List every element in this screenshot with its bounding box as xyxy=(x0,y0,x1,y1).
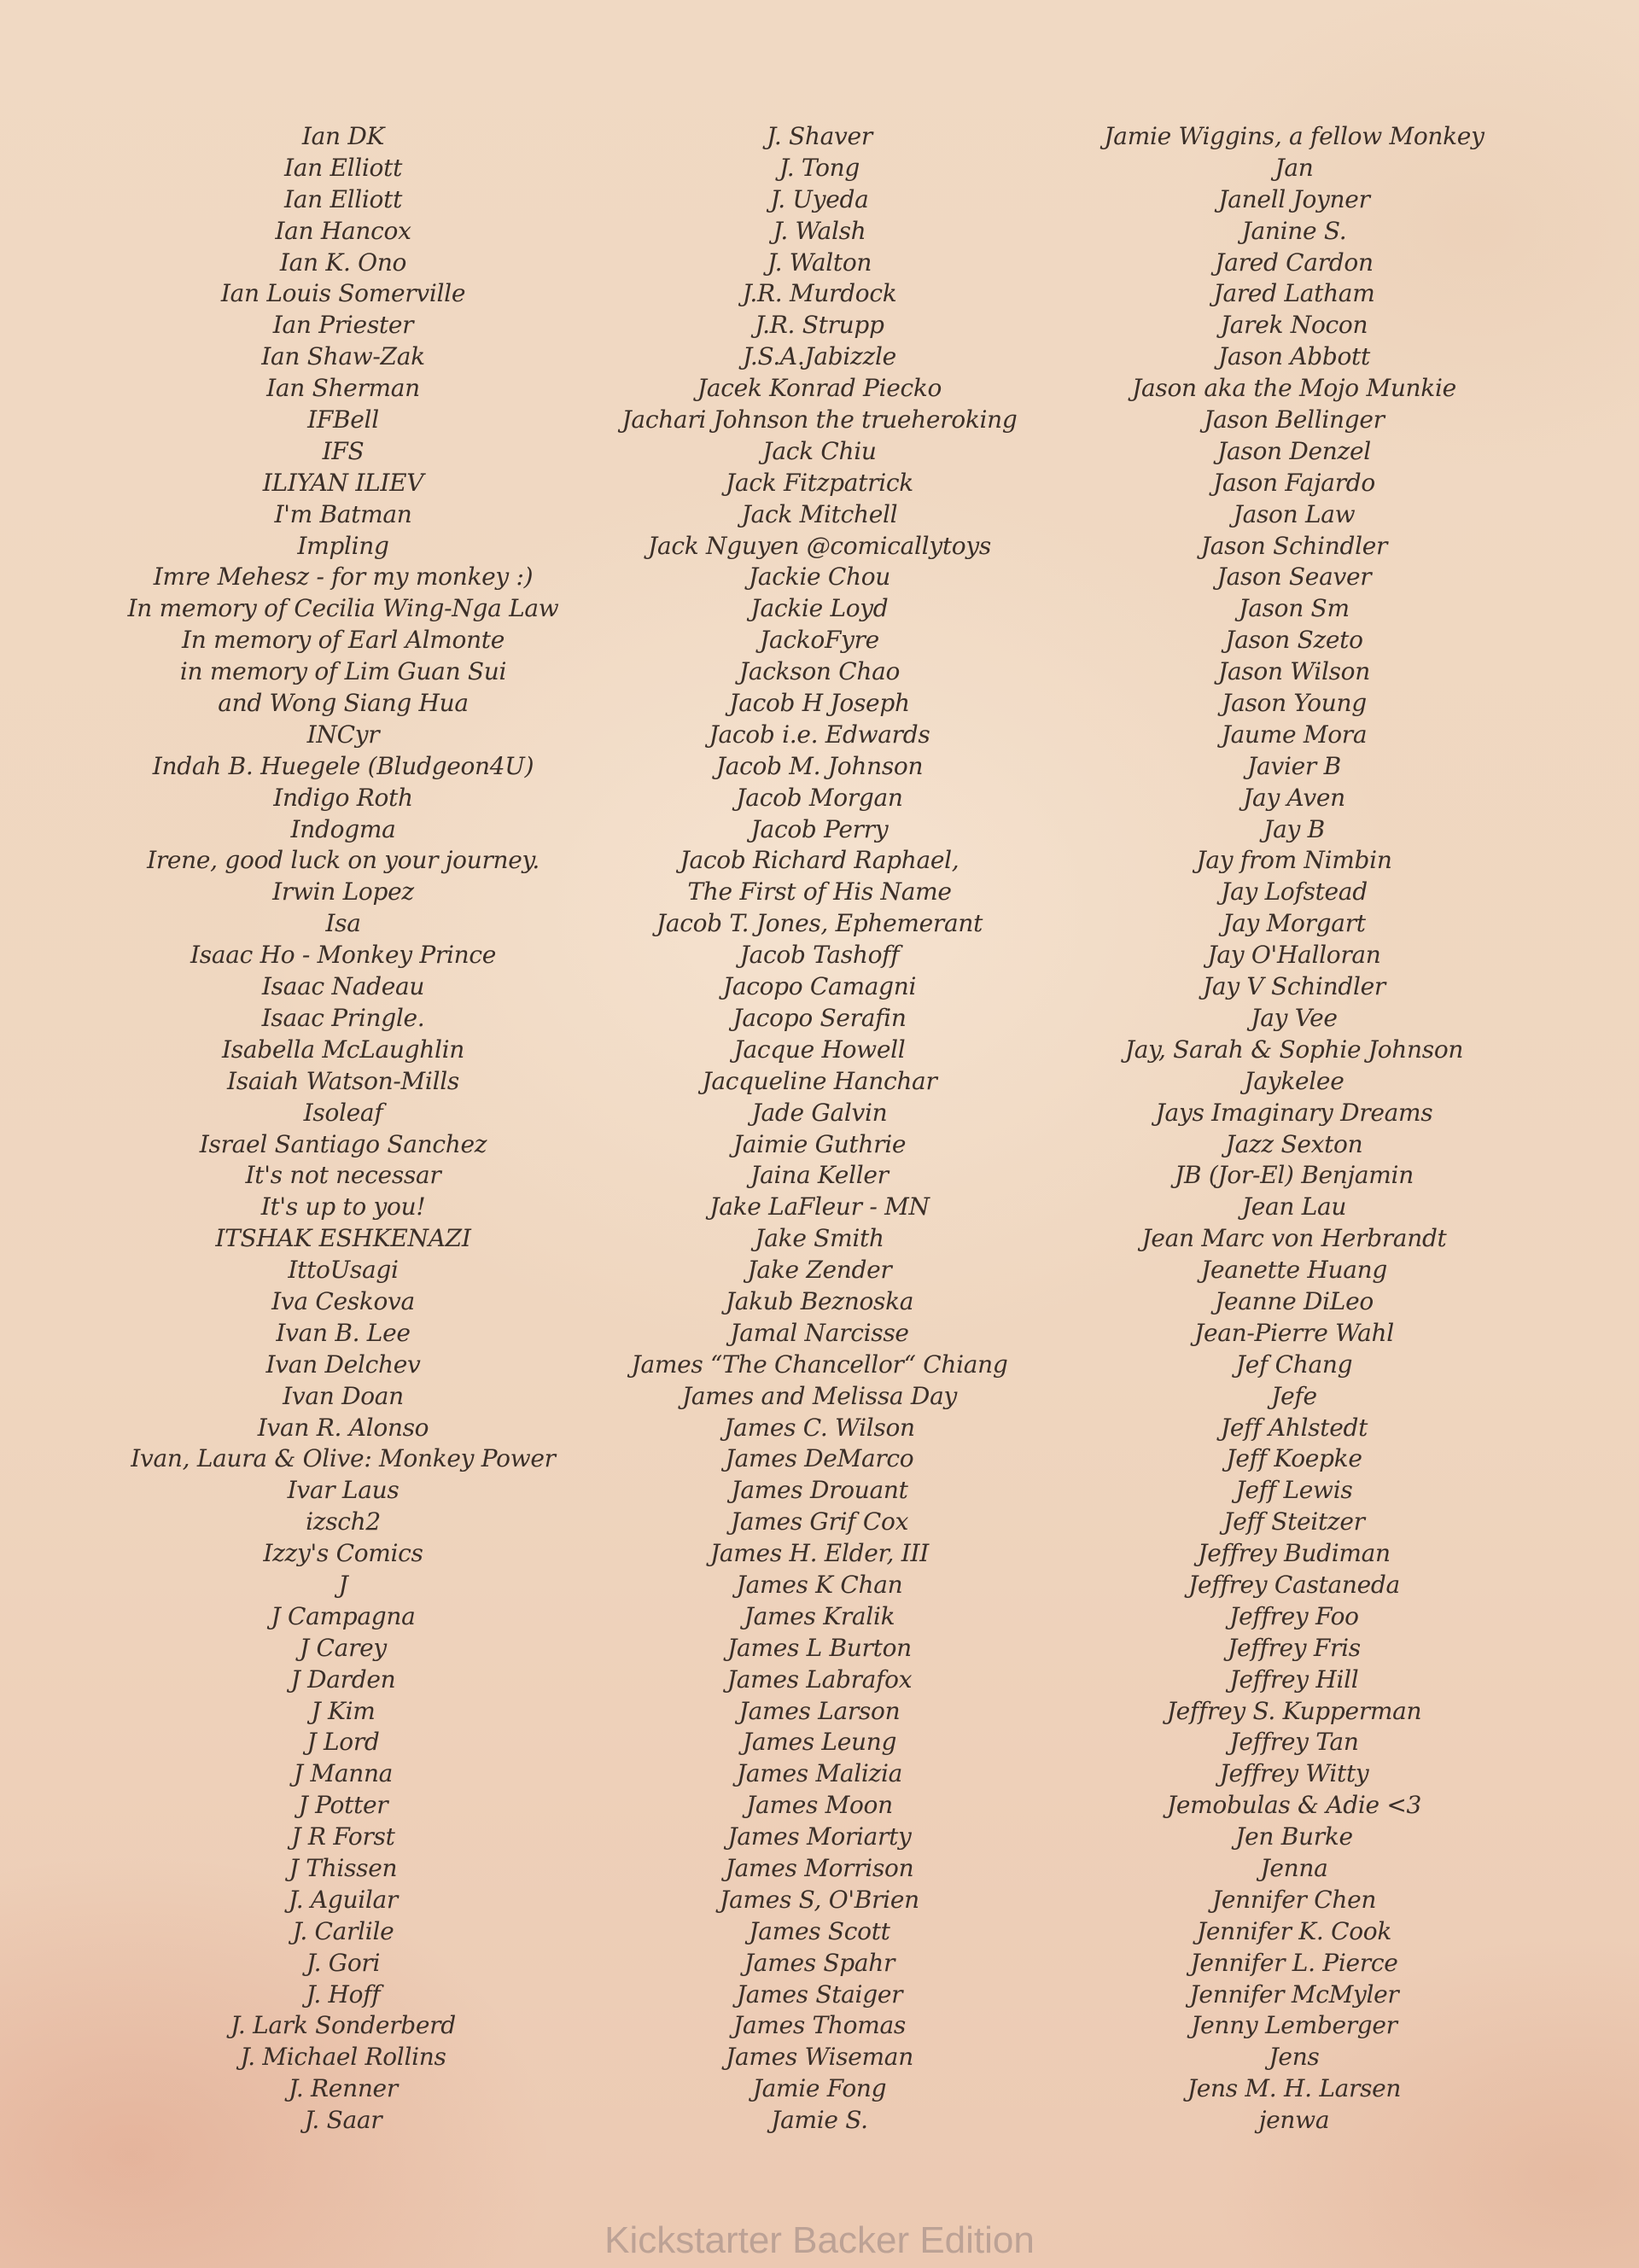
backer-name: Jason Abbott xyxy=(1218,342,1370,371)
backer-name: jenwa xyxy=(1258,2106,1330,2135)
backer-name: Izzy's Comics xyxy=(263,1539,423,1568)
backer-name: Ian K. Ono xyxy=(279,248,407,277)
backer-name: James S, O'Brien xyxy=(720,1885,919,1914)
backer-name: IttoUsagi xyxy=(288,1256,399,1285)
backer-column-2 xyxy=(555,121,1084,2137)
backer-name: Jason Wilson xyxy=(1218,657,1370,686)
backer-name: James Morrison xyxy=(725,1853,914,1882)
backer-name: Jason Seaver xyxy=(1216,563,1372,592)
backer-name: J Thissen xyxy=(289,1853,398,1882)
backer-name: J. Carlile xyxy=(292,1916,394,1945)
backer-name: Jan xyxy=(1274,153,1314,182)
backer-name: Jake Zender xyxy=(747,1256,892,1285)
backer-name: Jeanne DiLeo xyxy=(1215,1286,1374,1315)
backer-name: Jay B xyxy=(1263,814,1325,843)
backer-name: Jacque Howell xyxy=(733,1035,906,1064)
backer-name: Jennifer McMyler xyxy=(1189,1979,1399,2009)
backer-name: Jean-Pierre Wahl xyxy=(1194,1318,1394,1347)
backer-name: Jamal Narcisse xyxy=(730,1318,909,1347)
backer-name: James H. Elder, III xyxy=(709,1539,929,1568)
backer-name: Ian Shaw-Zak xyxy=(261,342,425,371)
backer-name: J. Hoff xyxy=(306,1979,381,2009)
backer-name: J. Shaver xyxy=(767,122,872,150)
backer-name: J Potter xyxy=(298,1791,388,1820)
backer-name: J R Forst xyxy=(291,1822,395,1851)
backer-name: Jakub Beznoska xyxy=(725,1286,914,1315)
backer-column-3 xyxy=(1029,121,1559,2137)
backer-name: Jacob Richard Raphael, xyxy=(680,846,959,875)
backer-name: J Carey xyxy=(300,1633,387,1662)
backer-name: Jared Cardon xyxy=(1215,248,1374,277)
backer-name: Jeff Lewis xyxy=(1235,1476,1353,1505)
backer-name: Jay, Sarah & Sophie Johnson xyxy=(1124,1035,1464,1064)
backer-name: Jamie S. xyxy=(771,2106,868,2135)
backer-name: ITSHAK ESHKENAZI xyxy=(215,1224,471,1253)
backer-name: Isaac Pringle. xyxy=(261,1003,425,1032)
backer-name: Isabella McLaughlin xyxy=(222,1035,464,1064)
backer-name: Jackie Loyd xyxy=(750,594,889,623)
backer-name: Ian Elliott xyxy=(283,153,403,182)
backer-name: IFBell xyxy=(307,405,379,434)
backer-name: Janine S. xyxy=(1241,216,1347,245)
backer-name: Jacopo Camagni xyxy=(722,972,917,1001)
backer-name: Jennifer L. Pierce xyxy=(1190,1948,1398,1977)
backer-name-columns xyxy=(0,121,1639,2144)
backer-name: Jacqueline Hanchar xyxy=(702,1066,937,1095)
backer-name: Jaykelee xyxy=(1244,1066,1344,1095)
backer-name: Jean Lau xyxy=(1241,1192,1347,1221)
footer-edition-label: Kickstarter Backer Edition xyxy=(604,2219,1035,2261)
backer-name: The First of His Name xyxy=(687,877,952,907)
backer-name: IFS xyxy=(322,436,365,465)
backer-name: Jake Smith xyxy=(755,1224,884,1253)
backer-name: Jacob Tashoff xyxy=(739,941,900,970)
backer-name: Jens xyxy=(1269,2043,1320,2072)
backer-name: In memory of Earl Almonte xyxy=(181,626,505,655)
backer-name: Jeff Koepke xyxy=(1226,1444,1362,1473)
backer-name: Jason Schindler xyxy=(1200,531,1388,560)
backer-name: J. Walton xyxy=(767,248,872,277)
backer-name: Jeffrey Hill xyxy=(1229,1665,1359,1694)
backer-name: Jason Fajardo xyxy=(1213,468,1375,497)
backer-name: J.S.A.Jabizzle xyxy=(743,342,896,371)
backer-name: Ian Priester xyxy=(272,311,414,340)
backer-name: James Scott xyxy=(749,1916,890,1945)
backer-name: J. Tong xyxy=(779,153,860,182)
backer-name: Jacek Konrad Piecko xyxy=(697,374,942,403)
backer-name: Jason aka the Mojo Munkie xyxy=(1132,374,1456,403)
backer-name: Jake LaFleur - MN xyxy=(709,1192,930,1221)
backer-name: J.R. Strupp xyxy=(755,311,884,340)
backer-name: Ivan, Laura & Olive: Monkey Power xyxy=(131,1444,556,1473)
backer-name: James Spahr xyxy=(744,1948,895,1977)
backer-name: Jason Szeto xyxy=(1225,626,1363,655)
backer-name: ILIYAN ILIEV xyxy=(262,468,424,497)
backer-name: Israel Santiago Sanchez xyxy=(199,1129,487,1158)
backer-name: James Drouant xyxy=(731,1476,908,1505)
backer-name: J. Michael Rollins xyxy=(240,2043,446,2072)
backer-name: J. Saar xyxy=(304,2106,382,2135)
backer-name: James L Burton xyxy=(727,1633,912,1662)
backer-name: Jacob i.e. Edwards xyxy=(709,720,930,749)
backer-name: Jemobulas & Adie <3 xyxy=(1166,1791,1422,1820)
backer-name: James Thomas xyxy=(733,2011,906,2040)
backer-name: It's up to you! xyxy=(260,1192,426,1221)
backer-name: Ivan B. Lee xyxy=(276,1318,411,1347)
backer-name: Jay O'Halloran xyxy=(1207,941,1381,970)
backer-name: Indigo Roth xyxy=(273,783,413,812)
backer-column-1 xyxy=(79,121,608,2137)
backer-name: Jen Burke xyxy=(1235,1822,1353,1851)
backer-name: Jay from Nimbin xyxy=(1196,846,1392,875)
backer-name: It's not necessar xyxy=(245,1161,441,1190)
backer-name: James Leung xyxy=(742,1728,897,1757)
backer-name: J Lord xyxy=(306,1728,380,1757)
backer-name: James and Melissa Day xyxy=(681,1381,957,1410)
backer-name: Ivan Doan xyxy=(283,1381,404,1410)
backer-name: Impling xyxy=(297,531,389,560)
backer-name: Jared Latham xyxy=(1213,279,1375,308)
backer-name: Jay Morgart xyxy=(1222,909,1366,938)
backer-name: Jackie Chou xyxy=(748,563,891,592)
backer-name: James Malizia xyxy=(736,1759,903,1788)
backer-name: Jazz Sexton xyxy=(1225,1129,1363,1158)
backer-name: J xyxy=(338,1570,348,1599)
backer-name: Jachari Johnson the trueheroking xyxy=(621,405,1018,434)
backer-name: Iva Ceskova xyxy=(271,1286,415,1315)
backer-name: Isaac Ho - Monkey Prince xyxy=(190,941,497,970)
backer-name: Jay Aven xyxy=(1243,783,1345,812)
backer-name: Jeff Steitzer xyxy=(1223,1507,1365,1536)
backer-name: James Staiger xyxy=(736,1979,903,2009)
backer-name: Jaimie Guthrie xyxy=(732,1129,907,1158)
backer-name: James Grif Cox xyxy=(730,1507,909,1536)
backer-name: James C. Wilson xyxy=(724,1413,915,1442)
backer-name: Jeffrey Tan xyxy=(1229,1728,1359,1757)
backer-name: Jay V Schindler xyxy=(1203,972,1385,1001)
backer-name: Jacob Morgan xyxy=(736,783,903,812)
backer-name: James Wiseman xyxy=(726,2043,913,2072)
backer-name: Jason Sm xyxy=(1239,594,1350,623)
backer-name: Jamie Fong xyxy=(752,2074,887,2103)
backer-name: Jenna xyxy=(1260,1853,1328,1882)
backer-name: J Kim xyxy=(311,1696,376,1725)
backer-name: Jacob Perry xyxy=(750,814,889,843)
backer-name: I'm Batman xyxy=(274,499,412,528)
backer-name: James “The Chancellor“ Chiang xyxy=(631,1350,1008,1379)
backer-name: Jennifer Chen xyxy=(1211,1885,1377,1914)
backer-name: In memory of Cecilia Wing-Nga Law xyxy=(127,594,559,623)
backer-name: Isa xyxy=(325,909,361,938)
backer-name: Indogma xyxy=(290,814,396,843)
backer-name: J. Aguilar xyxy=(288,1885,399,1914)
backer-name: J. Lark Sonderberd xyxy=(230,2011,456,2040)
backer-name: Imre Mehesz - for my monkey :) xyxy=(153,563,534,592)
backer-name: Irene, good luck on your journey. xyxy=(147,846,540,875)
backer-name: Jacopo Serafin xyxy=(732,1003,907,1032)
backer-name: Jeanette Huang xyxy=(1201,1256,1387,1285)
backer-name: Jack Nguyen @comicallytoys xyxy=(648,531,991,560)
backer-name: in memory of Lim Guan Sui xyxy=(179,657,507,686)
backer-name: James Moon xyxy=(746,1791,893,1820)
backer-name: Jacob H Joseph xyxy=(729,689,910,718)
backer-name: Jack Fitzpatrick xyxy=(726,468,913,497)
backer-name: JB (Jor-El) Benjamin xyxy=(1175,1161,1414,1190)
backer-name: Jade Galvin xyxy=(751,1098,888,1127)
backer-name: J. Uyeda xyxy=(770,184,869,213)
backer-name: Ian Hancox xyxy=(275,216,411,245)
backer-name: Jeff Ahlstedt xyxy=(1220,1413,1368,1442)
backer-name: Ian Elliott xyxy=(283,184,403,213)
backer-name: Jean Marc von Herbrandt xyxy=(1141,1224,1447,1253)
backer-name: Jef Chang xyxy=(1235,1350,1353,1379)
backer-name: Ivan R. Alonso xyxy=(257,1413,429,1442)
backer-name: James K Chan xyxy=(736,1570,903,1599)
backer-name: Jarek Nocon xyxy=(1220,311,1368,340)
backer-name: Jacob M. Johnson xyxy=(715,751,924,780)
backer-name: Jay Vee xyxy=(1251,1003,1338,1032)
backer-name: Janell Joyner xyxy=(1218,184,1370,213)
backer-name: Jeffrey Foo xyxy=(1229,1601,1359,1630)
backer-name: J Darden xyxy=(290,1665,396,1694)
backer-name: Irwin Lopez xyxy=(272,877,414,907)
backer-name: Ian DK xyxy=(301,122,385,150)
backer-name: Jamie Wiggins, a fellow Monkey xyxy=(1104,122,1484,150)
backer-name: Indah B. Huegele (Bludgeon4U) xyxy=(152,751,534,780)
backer-name: Jefe xyxy=(1271,1381,1317,1410)
backer-name: Jens M. H. Larsen xyxy=(1187,2074,1402,2103)
backer-name: Jack Chiu xyxy=(762,436,877,465)
backer-name: Jack Mitchell xyxy=(741,499,898,528)
backer-name: Jay Lofstead xyxy=(1221,877,1368,907)
backer-name: Jeffrey Castaneda xyxy=(1188,1570,1400,1599)
backer-name: and Wong Siang Hua xyxy=(218,689,469,718)
backer-name: Ian Sherman xyxy=(266,374,420,403)
backer-name: James DeMarco xyxy=(725,1444,914,1473)
backer-name: Jays Imaginary Dreams xyxy=(1155,1098,1433,1127)
backer-name: Jeffrey Witty xyxy=(1219,1759,1369,1788)
backer-name: Jason Bellinger xyxy=(1204,405,1385,434)
backer-name: Jennifer K. Cook xyxy=(1196,1916,1392,1945)
backer-name: James Larson xyxy=(738,1696,901,1725)
backer-name: Ivar Laus xyxy=(287,1476,400,1505)
backer-name: Jackson Chao xyxy=(738,657,901,686)
backer-name: Jeffrey S. Kupperman xyxy=(1166,1696,1422,1725)
backer-name: JackoFyre xyxy=(760,626,879,655)
backer-name: J Manna xyxy=(293,1759,394,1788)
backer-name: James Labrafox xyxy=(726,1665,913,1694)
backer-name: Isaac Nadeau xyxy=(261,972,425,1001)
backer-name: J. Gori xyxy=(306,1948,381,1977)
backer-name: J. Walsh xyxy=(773,216,866,245)
backer-name: Isaiah Watson-Mills xyxy=(227,1066,459,1095)
backer-name: Ivan Delchev xyxy=(265,1350,421,1379)
backer-name: James Moriarty xyxy=(727,1822,912,1851)
backer-name: Jaume Mora xyxy=(1221,720,1368,749)
backer-name: Jenny Lemberger xyxy=(1191,2011,1397,2040)
backer-name: Jeffrey Fris xyxy=(1228,1633,1361,1662)
backer-name: Jason Denzel xyxy=(1217,436,1371,465)
backer-name: Jason Law xyxy=(1233,499,1356,528)
backer-name: J. Renner xyxy=(289,2074,398,2103)
backer-name: Isoleaf xyxy=(303,1098,383,1127)
backer-name: Jaina Keller xyxy=(750,1161,889,1190)
backer-name: James Kralik xyxy=(744,1601,895,1630)
backer-name: Jason Young xyxy=(1222,689,1367,718)
backer-name: Jacob T. Jones, Ephemerant xyxy=(656,909,983,938)
backer-name: Javier B xyxy=(1247,751,1341,780)
backer-name: izsch2 xyxy=(306,1507,381,1536)
backer-name: Jeffrey Budiman xyxy=(1198,1539,1391,1568)
backer-name: J Campagna xyxy=(271,1601,416,1630)
backer-name: Ian Louis Somerville xyxy=(220,279,466,308)
backer-name: J.R. Murdock xyxy=(742,279,897,308)
backer-name: INCyr xyxy=(306,720,380,749)
